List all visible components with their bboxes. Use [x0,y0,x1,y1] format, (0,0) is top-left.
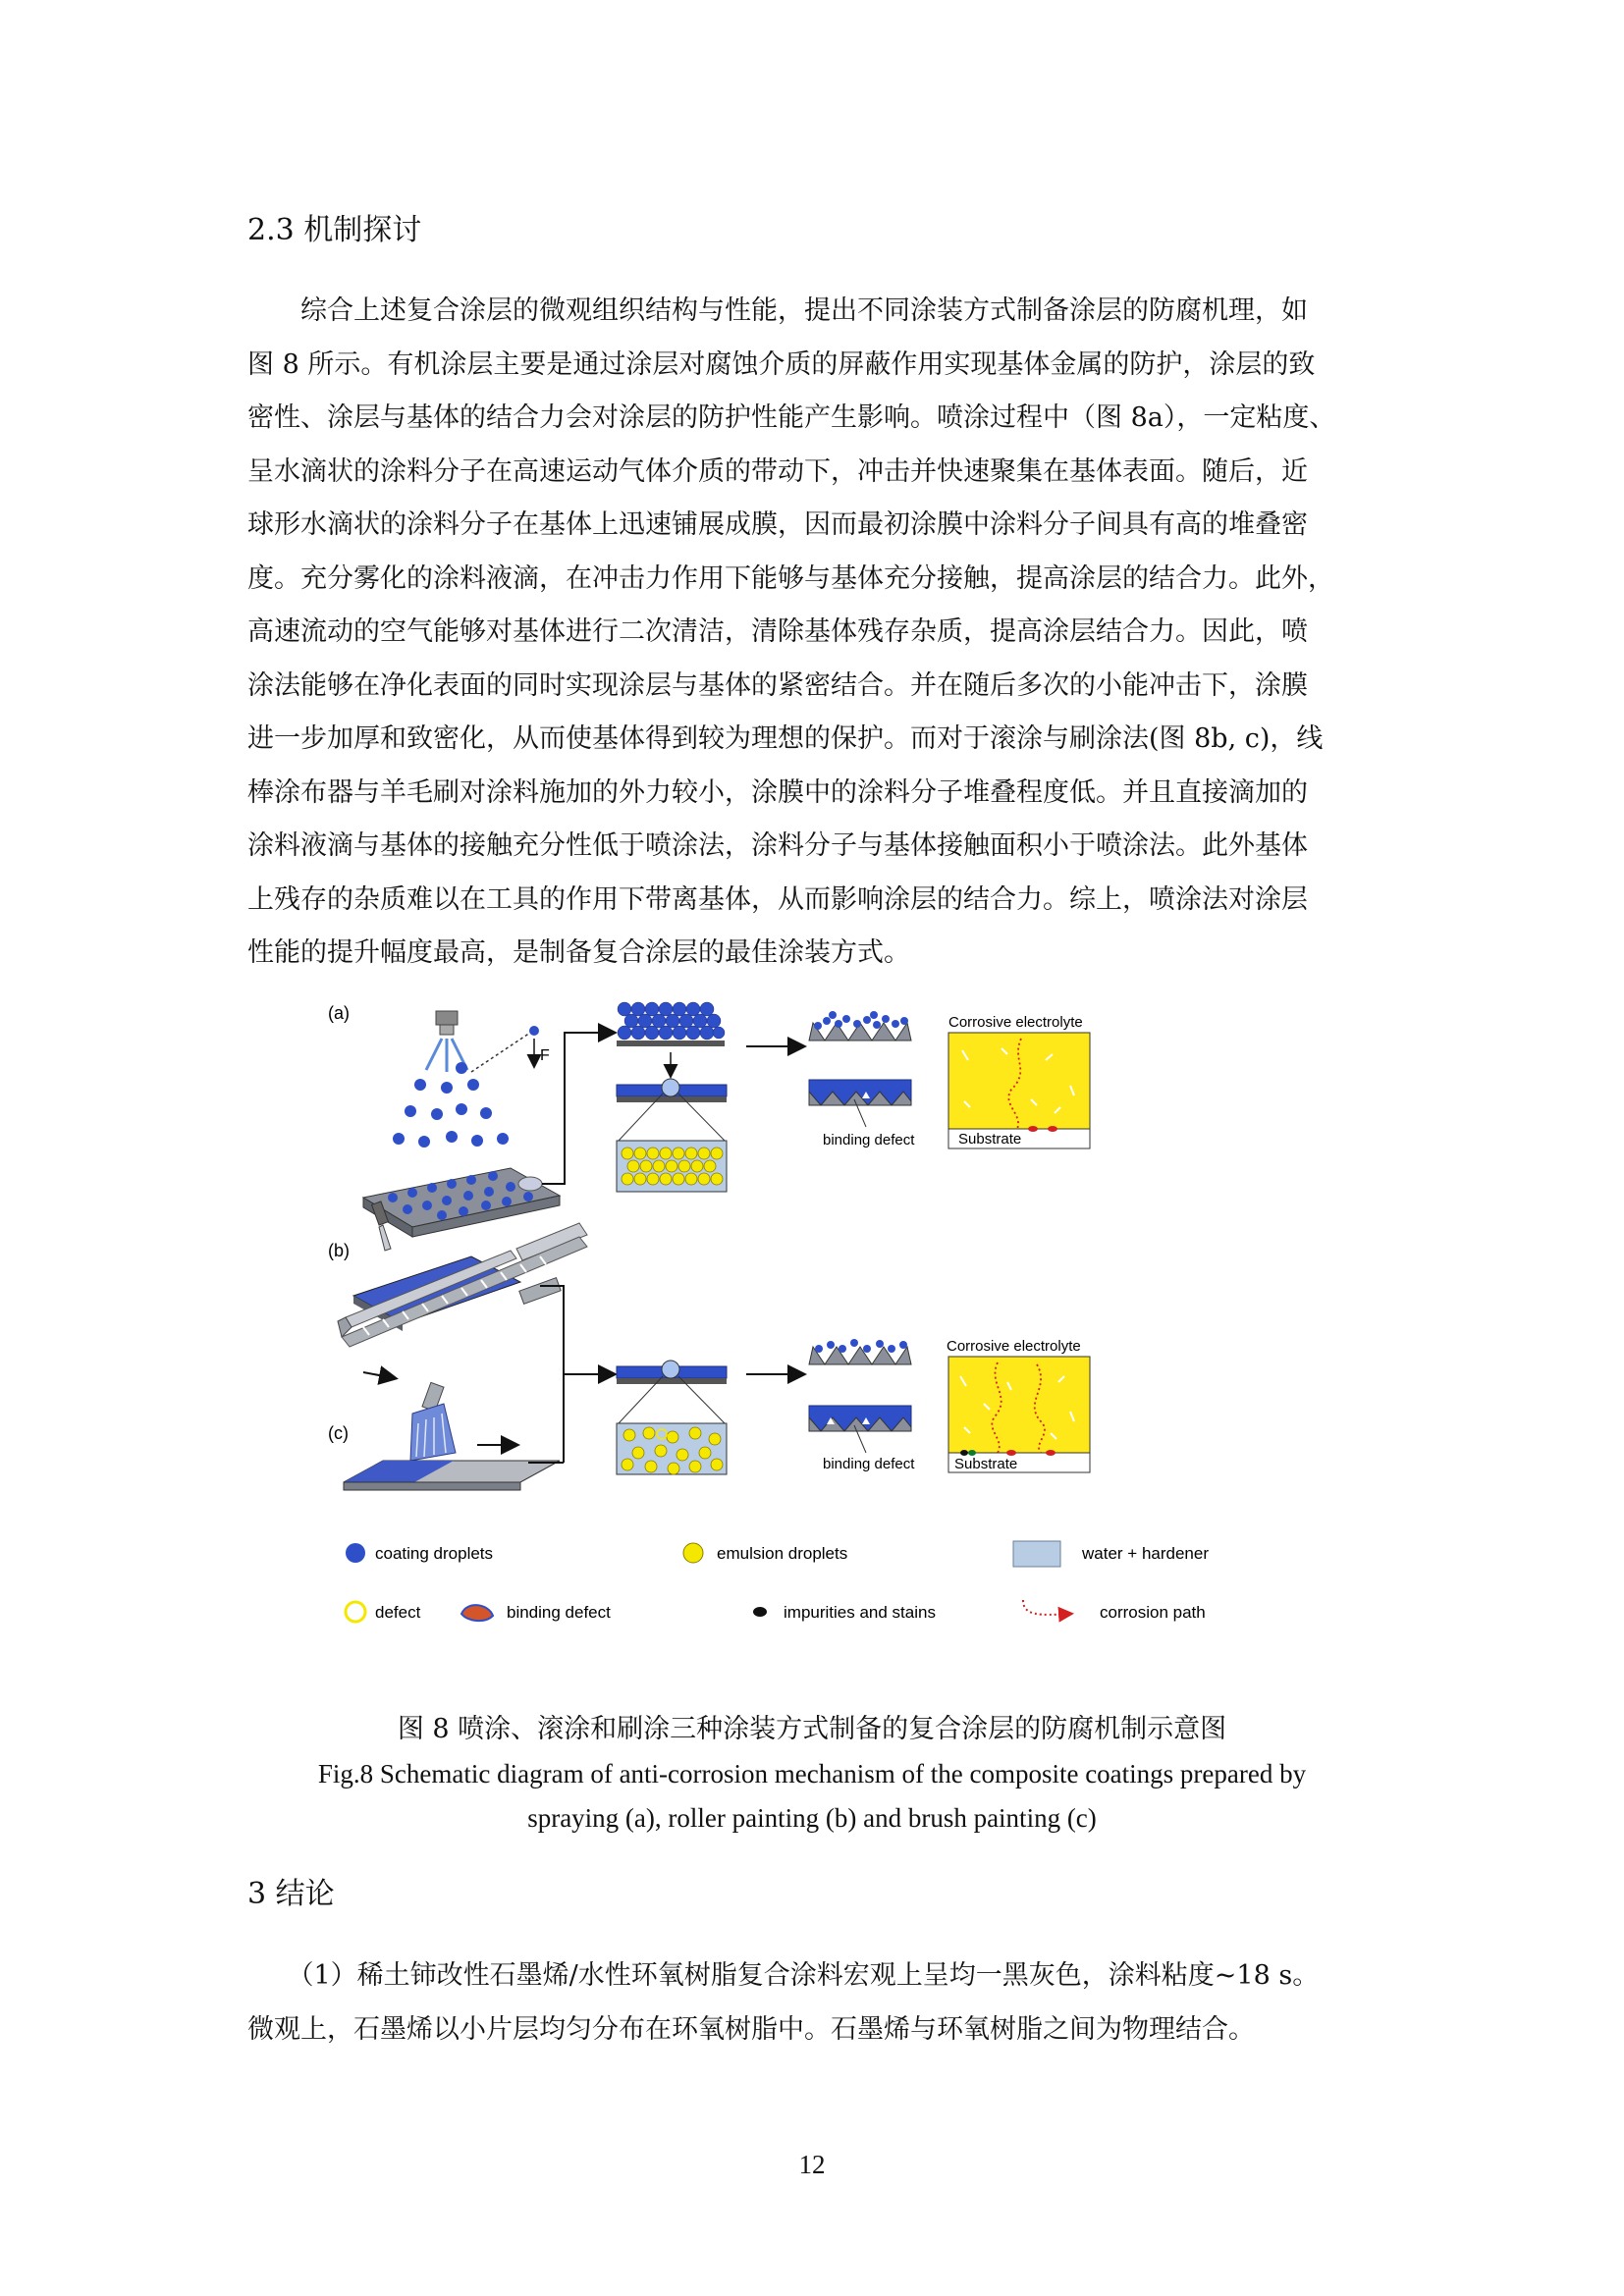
text-line: 微观上，石墨烯以小片层均匀分布在环氧树脂中。石墨烯与环氧树脂之间为物理结合。 [247,2013,1255,2045]
substrate-label-a: Substrate [958,1131,1022,1148]
panel-b-label: (b) [328,1241,350,1260]
legend-defect-swatch [346,1602,365,1622]
binding-defect-label-a: binding defect [823,1132,915,1148]
binding-defect-label-b: binding defect [823,1456,915,1472]
legend-water-label: water + hardener [1082,1544,1209,1563]
falling-droplets [393,1062,509,1148]
droplet-stack-a [617,1002,725,1046]
force-droplet [529,1026,539,1036]
panel-a-label: (a) [328,1003,350,1023]
legend-defect-label: defect [375,1603,421,1622]
rough-substrate-a1 [809,1011,911,1041]
zoom-box-a [617,1141,727,1192]
text-line: 棒涂布器与羊毛刷对涂料施加的外力较小，涂膜中的涂料分子堆叠程度低。并且直接滴加的 [247,776,1308,808]
section-title-3: 3 结论 [247,1877,335,1911]
legend-corrosion-swatch [1023,1600,1070,1615]
substrate-label-bc: Substrate [954,1456,1018,1472]
legend-corrosion-label: corrosion path [1100,1603,1206,1622]
figure-caption-en-line2: spraying (a), roller painting (b) and brush painting (c) [527,1803,1097,1833]
text-line: 综合上述复合涂层的微观组织结构与性能，提出不同涂装方式制备涂层的防腐机理，如 [247,295,1308,326]
legend-binding-label: binding defect [507,1603,611,1622]
zoom-marker [518,1177,542,1191]
text-line: 涂法能够在净化表面的同时实现涂层与基体的紧密结合。并在随后多次的小能冲击下，涂膜 [247,669,1308,701]
legend-water-swatch [1013,1541,1060,1567]
substrate-plate-c [344,1461,560,1490]
legend [346,1541,1209,1622]
figure-8-diagram [324,991,1306,1679]
legend-impurities-swatch [753,1607,767,1617]
text-line: 度。充分雾化的涂料液滴，在冲击力作用下能够与基体充分接触，提高涂层的结合力。此外， [247,562,1334,594]
brush-icon [410,1382,456,1461]
force-label: F [540,1047,550,1064]
corrosive-label-bc: Corrosive electrolyte [947,1338,1081,1355]
zoom-box-bc [617,1423,727,1474]
figure-caption-zh: 图 8 喷涂、滚涂和刷涂三种涂装方式制备的复合涂层的防腐机制示意图 [397,1714,1227,1744]
direction-arrow-b [363,1372,395,1378]
coating-film-a [617,1079,727,1141]
legend-emulsion-label: emulsion droplets [717,1544,848,1563]
figure-caption-en-line1: Fig.8 Schematic diagram of anti-corrosion mechanism of the composite coatings prepared by [317,1759,1307,1789]
force-guide-line [471,1033,530,1072]
rough-substrate-b2 [809,1406,911,1431]
text-line: 性能的提升幅度最高，是制备复合涂层的最佳涂装方式。 [247,937,910,968]
rough-substrate-b1 [809,1339,911,1364]
text-line: 高速流动的空气能够对基体进行二次清洁，清除基体残存杂质，提高涂层结合力。因此，喷 [247,616,1308,647]
flow-arrow-b [540,1286,614,1374]
text-line: 密性、涂层与基体的结合力会对涂层的防护性能产生影响。喷涂过程中（图 8a），一定粘度、 [247,402,1336,433]
rough-substrate-a2 [809,1080,911,1105]
coating-film-bc [617,1361,727,1423]
legend-emulsion-swatch [683,1543,703,1563]
corrosive-label-a: Corrosive electrolyte [948,1014,1083,1031]
legend-impurities-label: impurities and stains [784,1603,936,1622]
text-line: 进一步加厚和致密化，从而使基体得到较为理想的保护。而对于滚涂与刷涂法(图 8b, c)，线 [247,723,1324,754]
text-line: （1）稀土铈改性石墨烯/水性环氧树脂复合涂料宏观上呈均一黑灰色，涂料粘度~18 s。 [247,1960,1320,1991]
panel-c-label: (c) [328,1423,349,1443]
page-number: 12 [798,2150,826,2179]
text-line: 上残存的杂质难以在工具的作用下带离基体，从而影响涂层的结合力。综上，喷涂法对涂层 [247,883,1308,915]
legend-binding-swatch [461,1605,493,1621]
legend-coating-swatch [346,1543,365,1563]
section-title-2-3: 2.3 机制探讨 [247,213,422,247]
text-line: 涂料液滴与基体的接触充分性低于喷涂法，涂料分子与基体接触面积小于喷涂法。此外基体 [247,830,1308,861]
text-line: 球形水滴状的涂料分子在基体上迅速铺展成膜，因而最初涂膜中涂料分子间具有高的堆叠密 [247,509,1308,540]
body-paragraph-conclusion [247,1949,1386,2056]
flow-arrow-a [542,1033,614,1184]
legend-coating-label: coating droplets [375,1544,494,1563]
text-line: 图 8 所示。有机涂层主要是通过涂层对腐蚀介质的屏蔽作用实现基体金属的防护，涂层的致 [247,348,1316,380]
text-line: 呈水滴状的涂料分子在高速运动气体介质的带动下，冲击并快速聚集在基体表面。随后，近 [247,455,1308,487]
body-paragraph-mechanism [247,285,1386,981]
